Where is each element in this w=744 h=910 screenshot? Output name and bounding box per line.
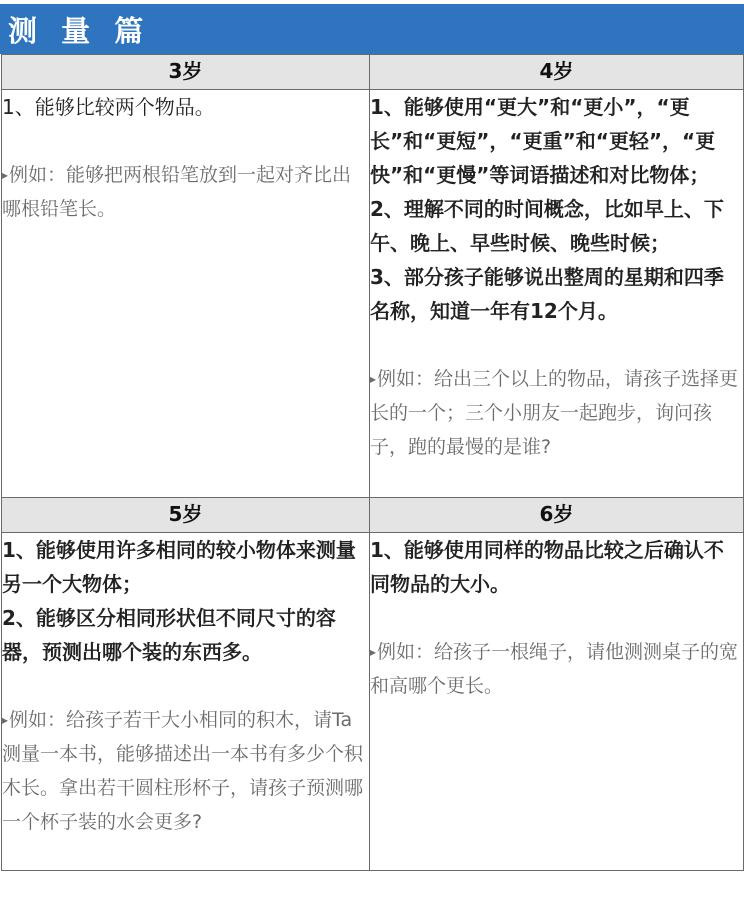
example-text	[2, 703, 369, 839]
cell-age-3	[2, 90, 370, 498]
cell-age-5	[2, 533, 370, 871]
goal-text: 2、理解不同的时间概念，比如早上、下午、晚上、早些时候、晚些时候；	[370, 197, 724, 255]
measurement-table	[1, 54, 744, 871]
triangle-right-icon: ▸	[370, 645, 377, 659]
cell-age-6	[370, 533, 744, 871]
title-bar	[0, 4, 744, 54]
goal-text: 1、能够使用许多相同的较小物体来测量另一个大物体；	[2, 538, 356, 596]
cell-age-4	[370, 90, 744, 498]
header-age-4: 4岁	[370, 55, 744, 90]
header-age-3: 3岁	[2, 55, 370, 90]
example-content: 例如：能够把两根铅笔放到一起对齐比出哪根铅笔长。	[2, 164, 352, 220]
goal-text: 3、部分孩子能够说出整周的星期和四季名称，知道一年有12个月。	[370, 265, 724, 323]
content-row-2	[2, 533, 744, 871]
triangle-right-icon: ▸	[2, 713, 9, 727]
content-row-1	[2, 90, 744, 498]
goal-text: 1、能够比较两个物品。	[2, 95, 215, 119]
example-content: 例如：给孩子若干大小相同的积木，请Ta测量一本书，能够描述出一本书有多少个积木长。拿出若干圆柱形杯子，请孩子预测哪一个杯子装的水会更多?	[2, 709, 364, 833]
example-text	[370, 362, 743, 464]
example-content: 例如：给孩子一根绳子，请他测测桌子的宽和高哪个更长。	[370, 641, 739, 697]
goal-text: 1、能够使用同样的物品比较之后确认不同物品的大小。	[370, 538, 724, 596]
header-row-1	[2, 55, 744, 90]
example-content: 例如：给出三个以上的物品，请孩子选择更长的一个；三个小朋友一起跑步，询问孩子，跑的最慢的是谁?	[370, 368, 739, 458]
header-row-2	[2, 498, 744, 533]
goal-text: 1、能够使用“更大”和“更小”，“更长”和“更短”，“更重”和“更轻”，“更快”和“更慢”等词语描述和对比物体；	[370, 95, 716, 187]
page-title: 测 量 篇	[8, 13, 151, 48]
example-text	[370, 635, 743, 703]
triangle-right-icon: ▸	[370, 372, 377, 386]
header-age-6: 6岁	[370, 498, 744, 533]
header-age-5: 5岁	[2, 498, 370, 533]
triangle-right-icon: ▸	[2, 168, 9, 182]
example-text	[2, 158, 369, 226]
goal-text: 2、能够区分相同形状但不同尺寸的容器，预测出哪个装的东西多。	[2, 606, 336, 664]
